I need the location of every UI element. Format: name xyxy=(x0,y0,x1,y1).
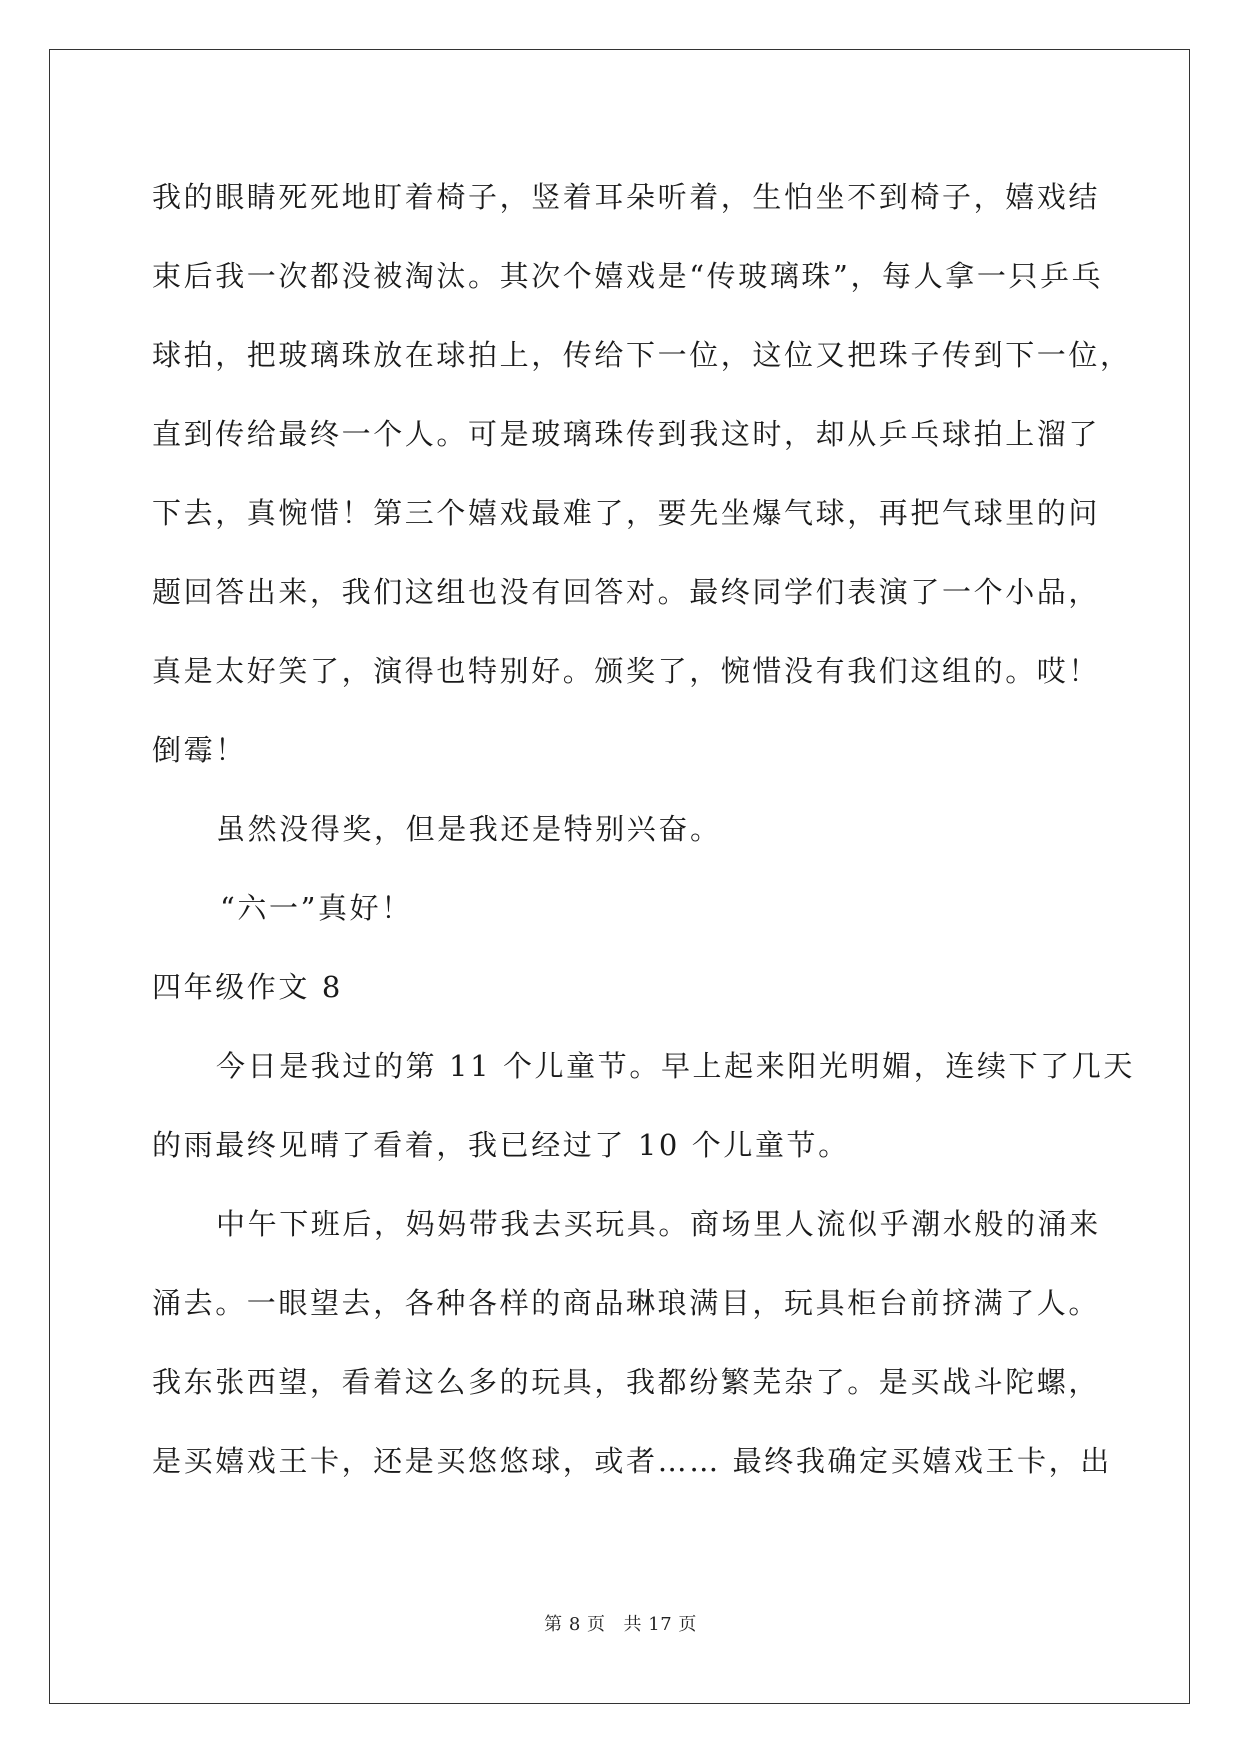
text-line: 我东张西望，看着这么多的玩具，我都纷繁芜杂了。是买战斗陀螺， xyxy=(152,1365,1101,1399)
text-line: 真是太好笑了，演得也特别好。颁奖了，惋惜没有我们这组的。哎！ xyxy=(152,654,1101,688)
text-line: 倒霉！ xyxy=(152,733,247,767)
paragraph-line: “六一”真好！ xyxy=(220,891,413,925)
page-number: 第 8 页 xyxy=(544,1614,606,1635)
text-line: 题回答出来，我们这组也没有回答对。最终同学们表演了一个小品， xyxy=(152,575,1101,609)
text-line: 涌去。一眼望去，各种各样的商品琳琅满目，玩具柜台前挤满了人。 xyxy=(152,1286,1101,1320)
section-heading: 四年级作文 8 xyxy=(152,970,343,1004)
page-total: 共 17 页 xyxy=(623,1614,697,1635)
page-footer xyxy=(0,1610,1241,1636)
paragraph-line: 中午下班后，妈妈带我去买玩具。商场里人流似乎潮水般的涌来 xyxy=(216,1207,1101,1241)
text-line: 下去，真惋惜！第三个嬉戏最难了，要先坐爆气球，再把气球里的问 xyxy=(152,496,1101,530)
text-line: 是买嬉戏王卡，还是买悠悠球，或者…… 最终我确定买嬉戏王卡，出 xyxy=(152,1444,1112,1478)
text-line: 直到传给最终一个人。可是玻璃珠传到我这时，却从乒乓球拍上溜了 xyxy=(152,417,1101,451)
paragraph-line: 虽然没得奖，但是我还是特别兴奋。 xyxy=(216,812,722,846)
text-line: 球拍，把玻璃珠放在球拍上，传给下一位，这位又把珠子传到下一位， xyxy=(152,338,1132,372)
document-body xyxy=(152,158,1135,1501)
paragraph-line: 今日是我过的第 11 个儿童节。早上起来阳光明媚，连续下了几天 xyxy=(216,1049,1135,1083)
text-line: 我的眼睛死死地盯着椅子，竖着耳朵听着，生怕坐不到椅子，嬉戏结 xyxy=(152,180,1101,214)
text-line: 的雨最终见晴了看着，我已经过了 10 个儿童节。 xyxy=(152,1128,850,1162)
text-line: 束后我一次都没被淘汰。其次个嬉戏是“传玻璃珠”，每人拿一只乒乓 xyxy=(152,259,1104,293)
